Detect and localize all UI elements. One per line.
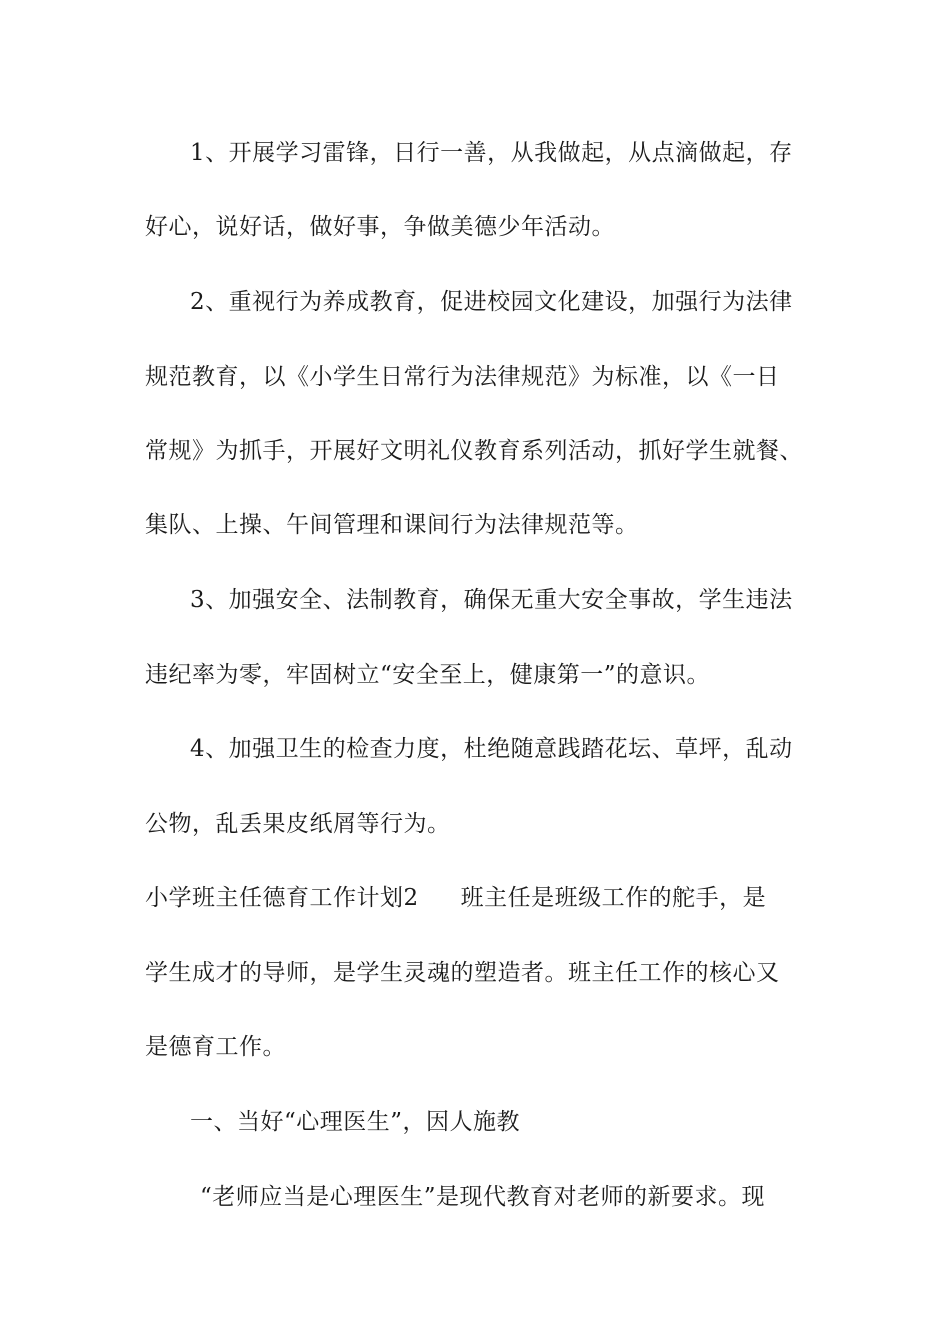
section-intro-line-2: 学生成才的导师，是学生灵魂的塑造者。班主任工作的核心又 bbox=[145, 960, 780, 986]
section-intro-line-3: 是德育工作。 bbox=[145, 1034, 286, 1060]
paragraph-1-line-1: 1、开展学习雷锋，日行一善，从我做起，从点滴做起，存 bbox=[190, 140, 793, 166]
paragraph-2-line-3: 常规》为抓手，开展好文明礼仪教育系列活动，抓好学生就餐、 bbox=[145, 438, 803, 464]
paragraph-3-line-1: 3、加强安全、法制教育，确保无重大安全事故，学生违法 bbox=[190, 587, 793, 613]
section-heading-line bbox=[145, 883, 766, 913]
paragraph-4-line-2: 公物，乱丢果皮纸屑等行为。 bbox=[145, 811, 451, 837]
section-intro-start: 班主任是班级工作的舵手，是 bbox=[460, 885, 767, 911]
subheading-1: 一、当好“心理医生”，因人施教 bbox=[190, 1109, 521, 1135]
paragraph-2-line-2: 规范教育，以《小学生日常行为法律规范》为标准，以《一日 bbox=[145, 364, 780, 390]
paragraph-3-line-2: 违纪率为零，牢固树立“安全至上，健康第一”的意识。 bbox=[145, 662, 711, 688]
paragraph-2-line-1: 2、重视行为养成教育，促进校园文化建设，加强行为法律 bbox=[190, 289, 793, 315]
section-title: 小学班主任德育工作计划2 bbox=[145, 885, 419, 911]
paragraph-2-line-4: 集队、上操、午间管理和课间行为法律规范等。 bbox=[145, 512, 639, 538]
paragraph-4-line-1: 4、加强卫生的检查力度，杜绝随意践踏花坛、草坪，乱动 bbox=[190, 736, 793, 762]
paragraph-5-line-1: “老师应当是心理医生”是现代教育对老师的新要求。现 bbox=[200, 1184, 766, 1210]
paragraph-1-line-2: 好心，说好话，做好事，争做美德少年活动。 bbox=[145, 214, 615, 240]
